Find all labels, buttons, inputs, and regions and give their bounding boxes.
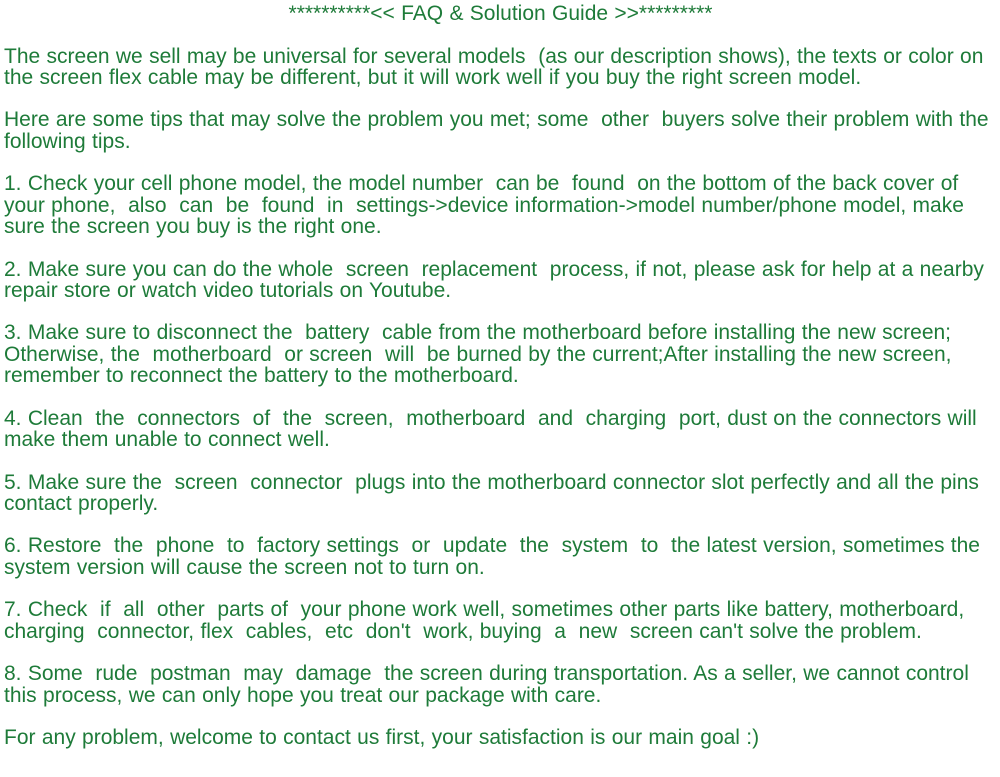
tip-2-replacement-process: 2. Make sure you can do the whole screen replacement process, if not, please ask for help at a nearby repair store or watch video tutorials on Youtube.: [4, 257, 991, 302]
tip-5-connector-plugs: 5. Make sure the screen connector plugs into the motherboard connector slot perfectly and all the pins contact properly.: [4, 470, 986, 515]
tip-7-check-other-parts: 7. Check if all other parts of your phone work well, sometimes other parts like battery, motherboard, charging connector, flex cables, etc don't work, buying a new screen can't solve the problem.: [4, 598, 977, 643]
tip-4-clean-connectors: 4. Clean the connectors of the screen, motherboard and charging port, dust on the connectors will make them unable to connect well.: [4, 406, 984, 451]
tip-8-shipping-damage: 8. Some rude postman may damage the screen during transportation. As a seller, we cannot control this process, we can only hope you treat our package with care.: [4, 662, 976, 707]
tip-6-factory-settings: 6. Restore the phone to factory settings or update the system to the latest version, sometimes the system version will cause the screen not to turn on.: [4, 534, 987, 579]
tip-1-check-phone-model: 1. Check your cell phone model, the model number can be found on the bottom of the back cover of your phone, also can be found in settings->device information->model number/phone model, make sure the screen you buy is the right one.: [4, 172, 971, 238]
intro-paragraph-tips-lead-in: Here are some tips that may solve the problem you met; some other buyers solve their problem with the following tips.: [4, 108, 995, 153]
footer-contact-note: For any problem, welcome to contact us first, your satisfaction is our main goal :): [4, 726, 760, 750]
page-title: **********<< FAQ & Solution Guide >>*********: [288, 2, 713, 25]
tip-3-disconnect-battery: 3. Make sure to disconnect the battery cable from the motherboard before installing the new screen; Otherwise, the motherboard or screen will be burned by the current;After installing the new screen, remember to reconnect the battery to the motherboard.: [4, 321, 958, 388]
intro-paragraph-universal-screen: The screen we sell may be universal for several models (as our description shows), the texts or color on the screen flex cable may be different, but it will work well if you buy the right screen model.: [4, 44, 990, 89]
